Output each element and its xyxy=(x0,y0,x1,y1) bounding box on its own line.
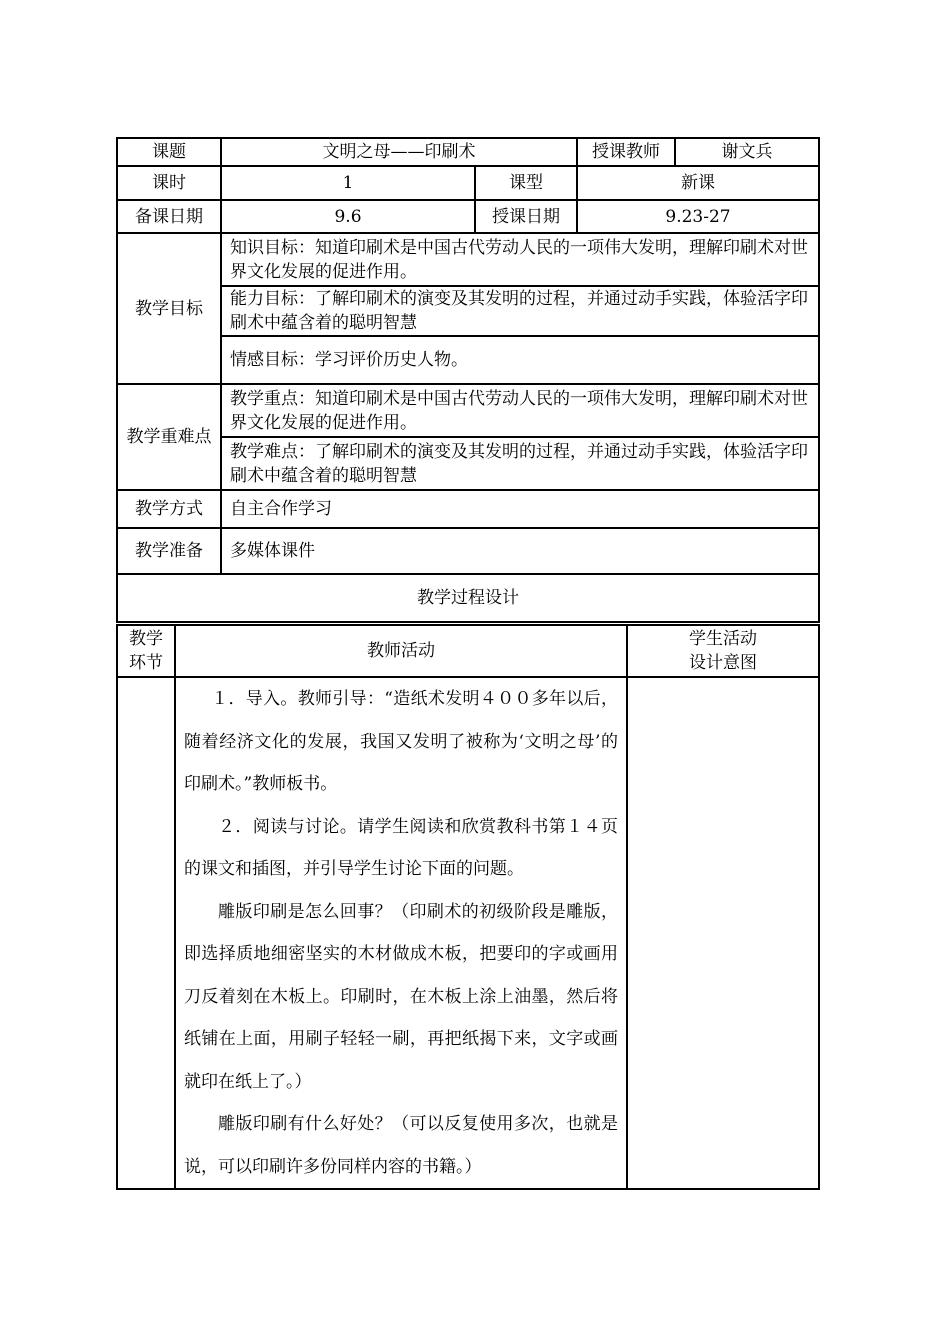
activity-paragraph-3: 雕版印刷是怎么回事？（印刷术的初级阶段是雕版，即选择质地细密坚实的木材做成木板，把要印的字或画用刀反着刻在木板上。印刷时，在木板上涂上油墨，然后将纸铺在上面，用刷子轻轻一刷，再把纸揭下来，文字或画就印在纸上了。） xyxy=(184,901,618,1092)
student-activity-cell xyxy=(627,677,819,1189)
row-dates xyxy=(117,200,819,233)
teach-date-value: 9.23-27 xyxy=(577,200,819,233)
col-stage-line1: 教学 xyxy=(129,629,163,649)
process-title: 教学过程设计 xyxy=(117,574,819,622)
row-topic xyxy=(117,138,819,166)
teacher-value: 谢文兵 xyxy=(675,138,819,166)
topic-label: 课题 xyxy=(117,138,221,166)
col-teacher-header: 教师活动 xyxy=(175,625,627,677)
col-stage-header xyxy=(117,625,175,677)
prep-date-value: 9.6 xyxy=(221,200,475,233)
process-body-row xyxy=(117,677,819,1189)
objective-ability: 能力目标：了解印刷术的演变及其发明的过程，并通过动手实践，体验活字印刷术中蕴含着的聪明智慧 xyxy=(221,286,819,336)
row-key-difficulty xyxy=(117,437,819,490)
objective-emotion: 情感目标：学习评价历史人物。 xyxy=(221,336,819,384)
col-stage-line2: 环节 xyxy=(129,653,163,673)
period-label: 课时 xyxy=(117,166,221,200)
preparation-label: 教学准备 xyxy=(117,528,221,574)
row-objective-ability xyxy=(117,286,819,336)
teach-date-label: 授课日期 xyxy=(475,200,577,233)
row-method xyxy=(117,490,819,528)
preparation-value: 多媒体课件 xyxy=(221,528,819,574)
method-value: 自主合作学习 xyxy=(221,490,819,528)
row-objective-emotion xyxy=(117,336,819,384)
key-difficulty: 教学难点：了解印刷术的演变及其发明的过程，并通过动手实践，体验活字印刷术中蕴含着的聪明智慧 xyxy=(221,437,819,490)
process-header-row xyxy=(117,625,819,677)
objective-knowledge: 知识目标：知道印刷术是中国古代劳动人民的一项伟大发明，理解印刷术对世界文化发展的促进作用。 xyxy=(221,233,819,286)
activity-paragraph-2: ２．阅读与讨论。请学生阅读和欣赏教科书第１４页的课文和插图，并引导学生讨论下面的问题。 xyxy=(184,816,618,879)
stage-cell xyxy=(117,677,175,1189)
row-process-title xyxy=(117,574,819,622)
lesson-info-table xyxy=(116,137,820,623)
row-objective-knowledge xyxy=(117,233,819,286)
row-key-focus xyxy=(117,384,819,437)
type-value: 新课 xyxy=(577,166,819,200)
topic-value: 文明之母——印刷术 xyxy=(221,138,577,166)
method-label: 教学方式 xyxy=(117,490,221,528)
activity-paragraph-1: １．导入。教师引导：“造纸术发明４００多年以后，随着经济文化的发展，我国又发明了被称为‘文明之母’的印刷术。”教师板书。 xyxy=(184,689,618,794)
teacher-activity-cell xyxy=(175,677,627,1189)
col-student-line2: 设计意图 xyxy=(689,653,757,673)
key-focus: 教学重点：知道印刷术是中国古代劳动人民的一项伟大发明，理解印刷术对世界文化发展的促进作用。 xyxy=(221,384,819,437)
type-label: 课型 xyxy=(475,166,577,200)
process-table xyxy=(116,624,820,1190)
row-period xyxy=(117,166,819,200)
prep-date-label: 备课日期 xyxy=(117,200,221,233)
period-value: 1 xyxy=(221,166,475,200)
key-points-label: 教学重难点 xyxy=(117,384,221,490)
row-preparation xyxy=(117,528,819,574)
teacher-label: 授课教师 xyxy=(577,138,675,166)
col-student-line1: 学生活动 xyxy=(689,629,757,649)
col-student-header xyxy=(627,625,819,677)
activity-paragraph-4: 雕版印刷有什么好处？（可以反复使用多次，也就是说，可以印刷许多份同样内容的书籍。） xyxy=(184,1114,618,1177)
objectives-label: 教学目标 xyxy=(117,233,221,384)
